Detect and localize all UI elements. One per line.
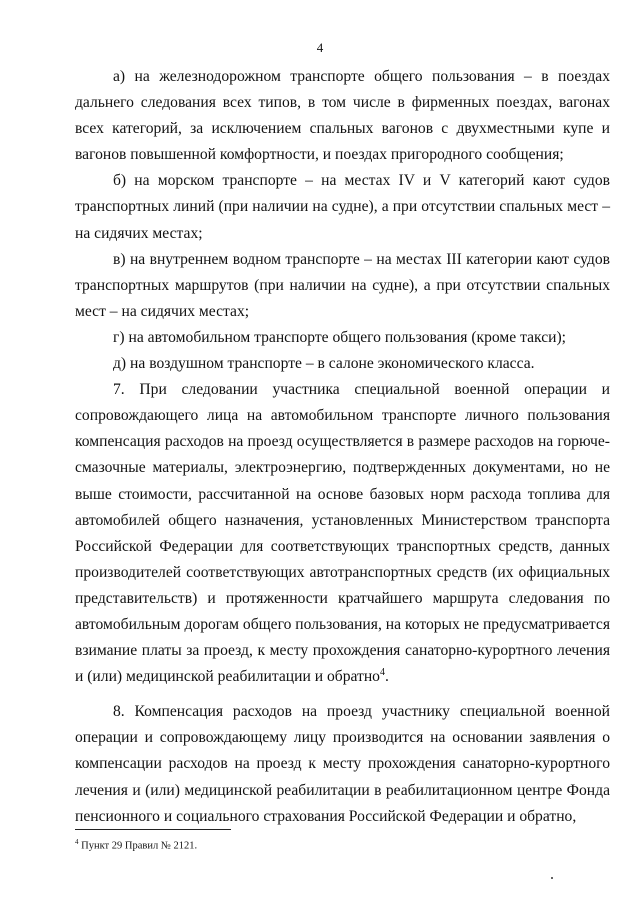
paragraph-8: 8. Компенсация расходов на проезд участнику специальной военной операции и сопровождающему лицу производится на основании заявления о компенсации расходов на проезд к месту прохождения санаторно-курортного лечения и (или) медицинской реабилитации в реабилитационном центре Фонда пенсионного и социального страхования Российской Федерации и обратно, xyxy=(75,703,610,825)
footnote-text: Пункт 29 Правил № 2121. xyxy=(78,840,198,852)
page-number: 4 xyxy=(316,40,324,55)
paragraph-item-a: а) на железнодорожном транспорте общего пользования – в поездах дальнего следования всех типов, в том числе в фирменных поездах, вагонах всех категорий, за исключением спальных вагонов с двухместными купе и вагонов повышенной комфортности, и поездах пригородного сообщения; xyxy=(75,68,610,164)
footnote-marker: 4 xyxy=(75,838,79,846)
document-body xyxy=(75,64,610,830)
paragraph-item-d: д) на воздушном транспорте – в салоне экономического класса. xyxy=(113,355,535,373)
footnote xyxy=(75,835,197,854)
footnote-reference[interactable]: 4 xyxy=(379,666,385,678)
paragraph-item-b: б) на морском транспорте – на местах IV и V категорий кают судов транспортных линий (при наличии на судне), а при отсутствии спальных мест – на сидячих местах; xyxy=(75,172,610,242)
paragraph-item-v: в) на внутреннем водном транспорте – на местах III категории кают судов транспортных маршрутов (при наличии на судне), а при отсутствии спальных мест – на сидячих местах; xyxy=(75,250,610,320)
scan-mark xyxy=(551,877,553,879)
paragraph-7 xyxy=(75,377,610,690)
paragraph-7-end: . xyxy=(384,668,389,686)
paragraph-item-g: г) на автомобильном транспорте общего пользования (кроме такси); xyxy=(113,328,567,346)
paragraph-7-text: 7. При следовании участника специальной военной операции и сопровождающего лица на автомобильном транспорте личного пользования компенсация расходов на проезд осуществляется в размере расходов на горюче-смазочные материалы, электроэнергию, подтвержденных документами, но не выше стоимости, рассчитанной на основе базовых норм расхода топлива для автомобилей общего назначения, установленных Министерством транспорта Российской Федерации для соответствующих транспортных средств, данных производителей соответствующих автотранспортных средств (их официальных представительств) и протяженности кратчайшего маршрута следования по автомобильным дорогам общего пользования, на которых не предусматривается взимание платы за проезд, к месту прохождения санаторно-курортного лечения и (или) медицинской реабилитации и обратно xyxy=(75,381,610,686)
footnote-divider xyxy=(75,829,231,830)
